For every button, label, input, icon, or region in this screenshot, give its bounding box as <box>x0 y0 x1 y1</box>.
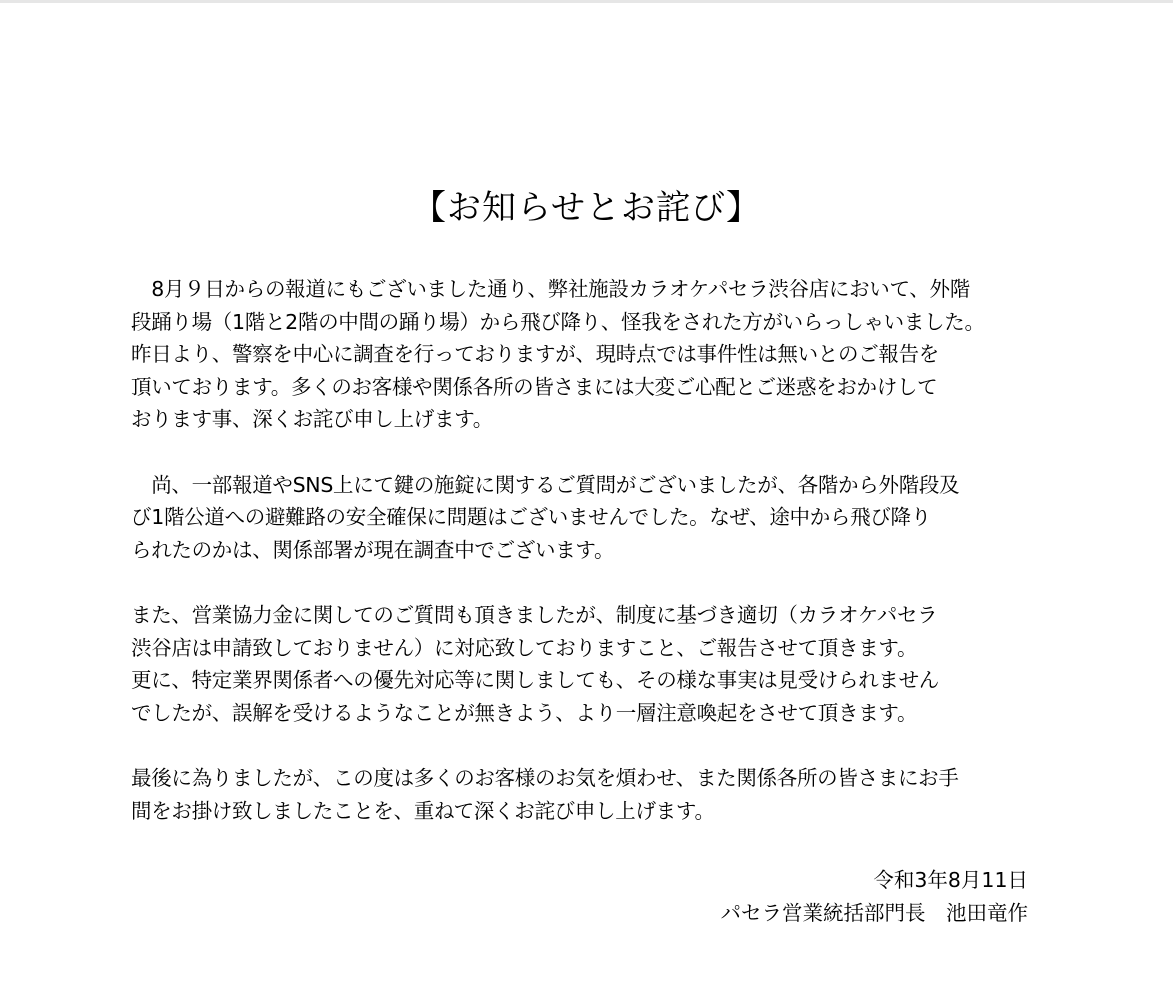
paragraph-line: 段踊り場（1階と2階の中間の踊り場）から飛び降り、怪我をされた方がいらっしゃいました。 <box>131 309 985 334</box>
signature: パセラ営業統括部門長 池田竜作 <box>720 901 1028 925</box>
paragraph-3 <box>131 599 1041 729</box>
paragraph-line: び1階公道への避難路の安全確保に問題はございませんでした。なぜ、途中から飛び降り <box>131 505 931 530</box>
paragraph-2 <box>131 469 1041 567</box>
paragraph-line: 間をお掛け致しましたことを、重ねて深くお詫び申し上げます。 <box>131 798 715 823</box>
paragraph-line: また、営業協力金に関してのご質問も頂きましたが、制度に基づき適切（カラオケパセラ <box>131 602 938 627</box>
paragraph-line: 頂いております。多くのお客様や関係各所の皆さまには大変ご心配とご迷惑をおかけして <box>131 374 938 399</box>
notice-title: 【お知らせとお詫び】 <box>412 188 761 228</box>
paragraph-line: でしたが、誤解を受けるようなことが無きよう、より一層注意喚起をさせて頂きます。 <box>131 700 918 725</box>
paragraph-line: られたのかは、関係部署が現在調査中でございます。 <box>131 537 615 562</box>
paragraph-line: 尚、一部報道やSNS上にて鍵の施錠に関するご質問がございましたが、各階から外階段及 <box>131 472 960 497</box>
paragraph-line: おります事、深くお詫び申し上げます。 <box>131 407 493 432</box>
paragraph-line: 8月９日からの報道にもございました通り、弊社施設カラオケパセラ渋谷店において、外階 <box>131 277 970 301</box>
paragraph-line: 最後に為りましたが、この度は多くのお客様のお気を煩わせ、また関係各所の皆さまにお手 <box>131 765 959 790</box>
paragraph-line: 渋谷店は申請致しておりません）に対応致しておりますこと、ご報告させて頂きます。 <box>131 635 918 660</box>
notice-body <box>131 273 1041 860</box>
closing-block <box>721 864 1029 930</box>
paragraph-4 <box>131 762 1041 827</box>
paragraph-line: 更に、特定業界関係者への優先対応等に関しましても、その様な事実は見受けられません <box>131 668 939 693</box>
paragraph-1 <box>131 273 1041 436</box>
paragraph-line: 昨日より、警察を中心に調査を行っておりますが、現時点では事件性は無いとのご報告を <box>131 342 939 367</box>
notice-date: 令和3年8月11日 <box>873 868 1028 892</box>
